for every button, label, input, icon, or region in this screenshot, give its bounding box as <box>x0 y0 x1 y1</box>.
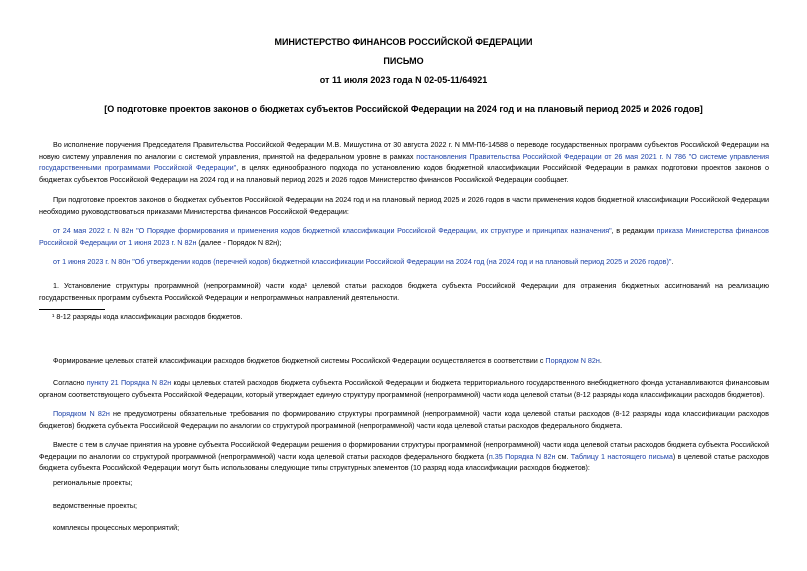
paragraph-9 <box>39 439 769 474</box>
paragraph-7 <box>39 377 769 400</box>
paragraph-1 <box>39 139 769 185</box>
link-table-1[interactable]: Таблицу 1 настоящего письма <box>570 451 673 461</box>
link-decree-786[interactable]: постановления Правительства Российской Федерации от 26 мая 2021 г. N 786 "О системе управления государственными программами Российской Федерации" <box>39 151 769 172</box>
document-date-number: от 11 июля 2023 года N 02-05-11/64921 <box>319 75 488 85</box>
list-item-process-complexes: комплексы процессных мероприятий; <box>53 523 180 532</box>
paragraph-4 <box>39 256 769 268</box>
link-order-82n-edition[interactable]: приказа Министерства финансов Российской Федерации от 1 июня 2023 г. N 82н <box>39 226 769 247</box>
link-order-82n[interactable]: от 24 мая 2022 г. N 82н "О Порядке формирования и применения кодов бюджетной классификации Российской Федерации, их структуре и принципах назначения" <box>53 226 612 235</box>
link-order-80n[interactable]: от 1 июня 2023 г. N 80н "Об утверждении кодов (перечней кодов) бюджетной классификации Российской Федерации на 2024 год (на 2024 год и на плановый период 2025 и 2026 годов)" <box>53 257 672 266</box>
paragraph-3 <box>39 225 769 248</box>
paragraph-5: 1. Установление структуры программной (непрограммной) части кода¹ целевой статьи расходов бюджета субъекта Российской Федерации для отражения бюджетных ассигнований на реализацию государственных программ субъекта Российской Федерации и непрограммных направлений деятельности. <box>39 281 769 302</box>
paragraph-8-tail: не предусмотрены обязательные требования по формированию структуры программной (непрограммной) части кода целевой статьи расходов (8-12 разряды кода классификации расходов бюджетов) бюджета субъекта Российской Федерации по аналогии со структурой программной (непрограммной) части кода целевой статьи расходов федерального бюджета. <box>39 409 769 430</box>
paragraph-3-tail: (далее - Порядок N 82н); <box>196 237 282 247</box>
paragraph-9-tail: ) в целевой статье расходов бюджета субъекта Российской Федерации могут быть использованы следующие типы структурных элементов (10 разряд кода классификации расходов бюджетов): <box>39 451 769 472</box>
list-item-departmental-projects: ведомственные проекты; <box>53 501 137 510</box>
paragraph-1-text-end: , в целях единообразного подхода по установлению кодов бюджетной классификации Российской Федерации в рамках подготовки проектов законов о бюджетах субъектов Российской Федерации на 2024 год и на плановый период 2025 и 2026 годов Министерство финансов Российской Федерации сообщает. <box>39 163 769 184</box>
paragraph-4-tail: . <box>671 257 674 266</box>
link-point-21[interactable]: пункту 21 Порядка N 82н <box>86 378 172 387</box>
paragraph-7-text: Согласно <box>53 378 87 387</box>
paragraph-9-mid: см. <box>555 451 571 461</box>
link-order-82n-ref[interactable]: Порядком N 82н <box>545 356 600 365</box>
list-item-regional-projects: региональные проекты; <box>53 478 133 487</box>
paragraph-8 <box>39 408 769 431</box>
footnote-divider <box>39 309 105 310</box>
document-title: [О подготовке проектов законов о бюджетах субъектов Российской Федерации на 2024 год и на плановый период 2025 и 2026 годов] <box>104 104 703 114</box>
paragraph-2: При подготовке проектов законов о бюджетах субъектов Российской Федерации на 2024 год и на плановый период 2025 и 2026 годов в части применения кодов бюджетной классификации Российской Федерации необходимо руководствоваться приказами Министерства финансов Российской Федерации: <box>39 195 769 216</box>
ministry-heading: МИНИСТЕРСТВО ФИНАНСОВ РОССИЙСКОЙ ФЕДЕРАЦИИ <box>274 37 533 47</box>
paragraph-3-mid: , в редакции <box>611 226 657 235</box>
paragraph-7-tail: коды целевых статей расходов бюджета субъекта Российской Федерации и бюджета территориального государственного внебюджетного фонда устанавливаются финансовым органом соответствующего субъекта Российской Федерации, который утверждает единую структуру программной (непрограммной) части кода целевой статьи (8-12 разряды кода классификации расходов бюджетов). <box>39 378 770 399</box>
document-type: ПИСЬМО <box>383 56 424 66</box>
paragraph-6-text: Формирование целевых статей классификации расходов бюджетов бюджетной системы Российской Федерации осуществляется в соответствии с <box>53 356 546 365</box>
paragraph-9-text: Вместе с тем в случае принятия на уровне субъекта Российской Федерации решения о формировании структуры программной (непрограммной) части кода целевой статьи расходов бюджета субъекта Российской Федерации по аналогии со структурой программной (непрограммной) части кода целевой статьи расходов федерального бюджета ( <box>39 440 769 461</box>
link-point-35[interactable]: п.35 Порядка N 82н <box>488 451 556 461</box>
paragraph-1-text: Во исполнение поручения Председателя Правительства Российской Федерации М.В. Мишустина от 30 августа 2022 г. N ММ-П6-14588 о переводе государственных программ субъектов Российской Федерации на новую систему управления по аналогии с системой управления, принятой на федеральном уровне в рамках <box>39 140 769 161</box>
footnote: ¹ 8-12 разряды кода классификации расходов бюджетов. <box>52 312 243 321</box>
paragraph-6-tail: . <box>599 356 602 365</box>
paragraph-6 <box>39 355 769 367</box>
link-order-82n-ref-2[interactable]: Порядком N 82н <box>53 409 110 418</box>
